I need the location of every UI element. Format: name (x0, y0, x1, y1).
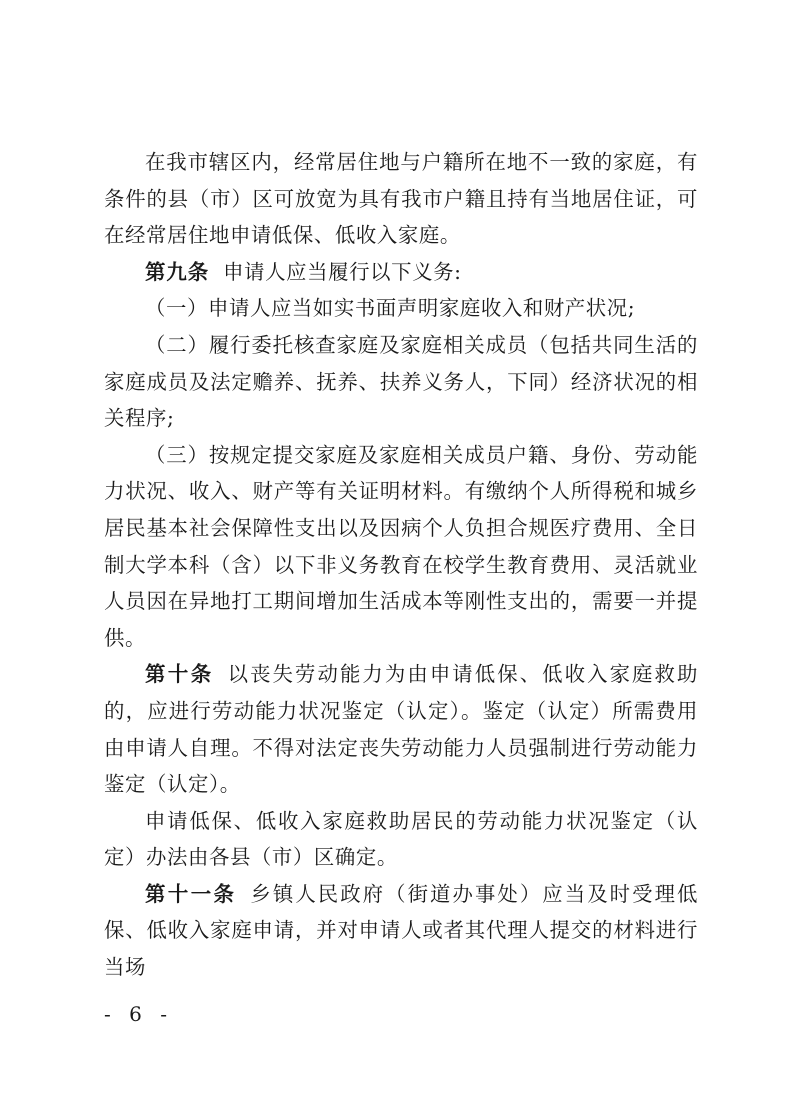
paragraph-text: （一）申请人应当如实书面声明家庭收入和财产状况; (145, 296, 636, 321)
article-label: 第九条 (145, 259, 210, 284)
article-11 (104, 876, 698, 986)
paragraph-text: 在我市辖区内，经常居住地与户籍所在地不一致的家庭，有条件的县（市）区可放宽为具有我市户籍且持有当地居住证，可在经常居住地申请低保、低收入家庭。 (104, 150, 698, 248)
paragraph-text: （三）按规定提交家庭及家庭相关成员户籍、身份、劳动能力状况、收入、财产等有关证明材料。有缴纳个人所得税和城乡居民基本社会保障性支出以及因病个人负担合规医疗费用、全日制大学本科（含）以下非义务教育在校学生教育费用、灵活就业人员因在异地打工期间增加生活成本等刚性支出的，需要一并提供。 (104, 442, 698, 650)
paragraph-labor-assessment (104, 803, 698, 876)
paragraph-text: （二）履行委托核查家庭及家庭相关成员（包括共同生活的家庭成员及法定赡养、抚养、扶养义务人，下同）经济状况的相关程序; (104, 332, 698, 431)
page-number: - 6 - (104, 1002, 173, 1026)
obligation-3 (104, 437, 698, 657)
paragraph-text: 申请低保、低收入家庭救助居民的劳动能力状况鉴定（认定）办法由各县（市）区确定。 (104, 808, 698, 870)
paragraph-text: 申请人应当履行以下义务: (223, 259, 462, 284)
obligation-1 (104, 290, 698, 327)
obligation-2 (104, 327, 698, 437)
document-body (104, 144, 698, 986)
paragraph-text: 以丧失劳动能力为由申请低保、低收入家庭救助的，应进行劳动能力状况鉴定（认定）。鉴定（认定）所需费用由申请人自理。不得对法定丧失劳动能力人员强制进行劳动能力鉴定（认定）。 (104, 662, 698, 797)
article-label: 第十条 (145, 662, 214, 687)
article-10 (104, 656, 698, 802)
article-9 (104, 254, 698, 291)
article-label: 第十一条 (145, 881, 237, 906)
paragraph-residence (104, 144, 698, 254)
paragraph-text: 乡镇人民政府（街道办事处）应当及时受理低保、低收入家庭申请，并对申请人或者其代理人提交的材料进行当场 (104, 881, 699, 980)
